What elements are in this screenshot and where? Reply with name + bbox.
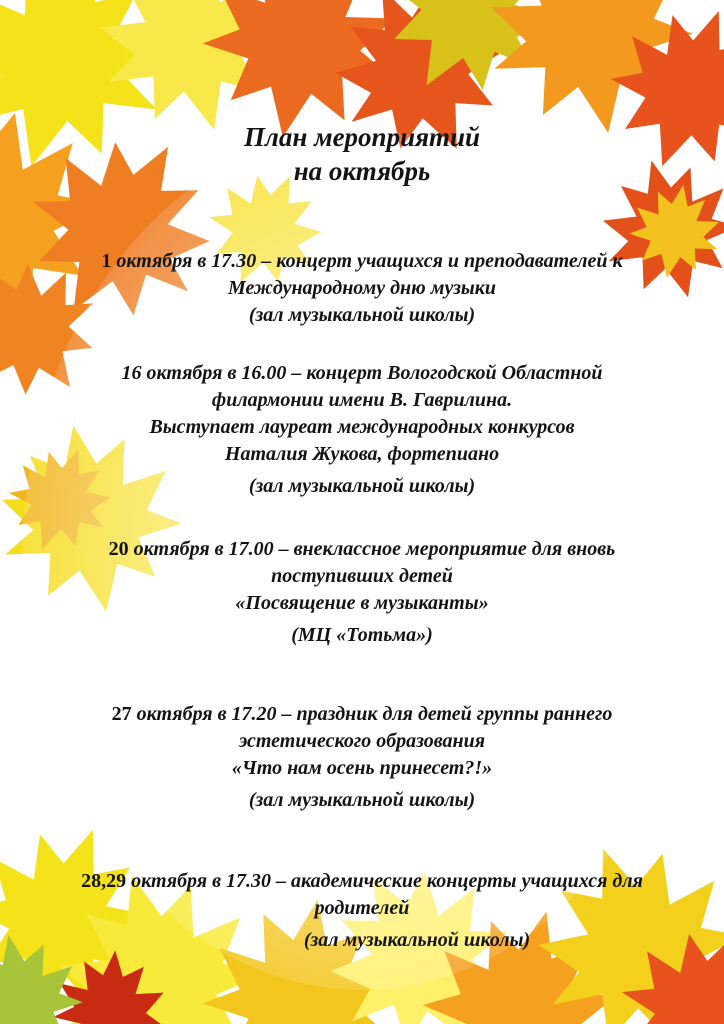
event-location: (МЦ «Тотьма»)	[291, 624, 433, 646]
event-3	[0, 536, 724, 649]
event-day: 1	[101, 250, 112, 272]
event-line: эстетического образования	[238, 730, 486, 752]
event-day: 27	[111, 703, 132, 725]
event-line: 27 октября в 17.20 – праздник для детей группы раннего	[111, 703, 613, 725]
event-line: «Что нам осень принесет?!»	[231, 757, 493, 779]
event-line: Международному дню музыки	[227, 277, 497, 299]
event-line: 20 октября в 17.00 – внеклассное мероприятие для вновь	[108, 538, 616, 560]
event-line: поступивших детей	[271, 565, 453, 587]
event-4	[0, 701, 724, 814]
event-line: 16 октября в 16.00 – концерт Вологодской Областной	[121, 362, 603, 384]
event-5	[0, 868, 724, 954]
title-line-1: План мероприятий	[243, 122, 481, 152]
page-title	[0, 120, 724, 188]
event-day: 20	[108, 538, 129, 560]
event-location: (зал музыкальной школы)	[248, 475, 476, 497]
event-line: родителей	[314, 897, 410, 919]
event-line: 1 октября в 17.30 – концерт учащихся и преподавателей к	[101, 250, 623, 272]
title-line-2: на октябрь	[293, 156, 431, 186]
event-1	[0, 248, 724, 329]
event-line: «Посвящение в музыканты»	[235, 592, 489, 614]
event-line: филармонии имени В. Гаврилина.	[211, 389, 513, 411]
event-location: (зал музыкальной школы)	[248, 789, 476, 811]
event-location: (зал музыкальной школы)	[248, 304, 476, 326]
event-location: (зал музыкальной школы)	[303, 929, 531, 951]
event-line: Выступает лауреат международных конкурсов	[149, 416, 575, 438]
event-day: 28,29	[81, 870, 127, 892]
event-line: 28,29 октября в 17.30 – академические концерты учащихся для	[81, 870, 643, 892]
event-2	[0, 360, 724, 500]
event-line: Наталия Жукова, фортепиано	[224, 443, 500, 465]
